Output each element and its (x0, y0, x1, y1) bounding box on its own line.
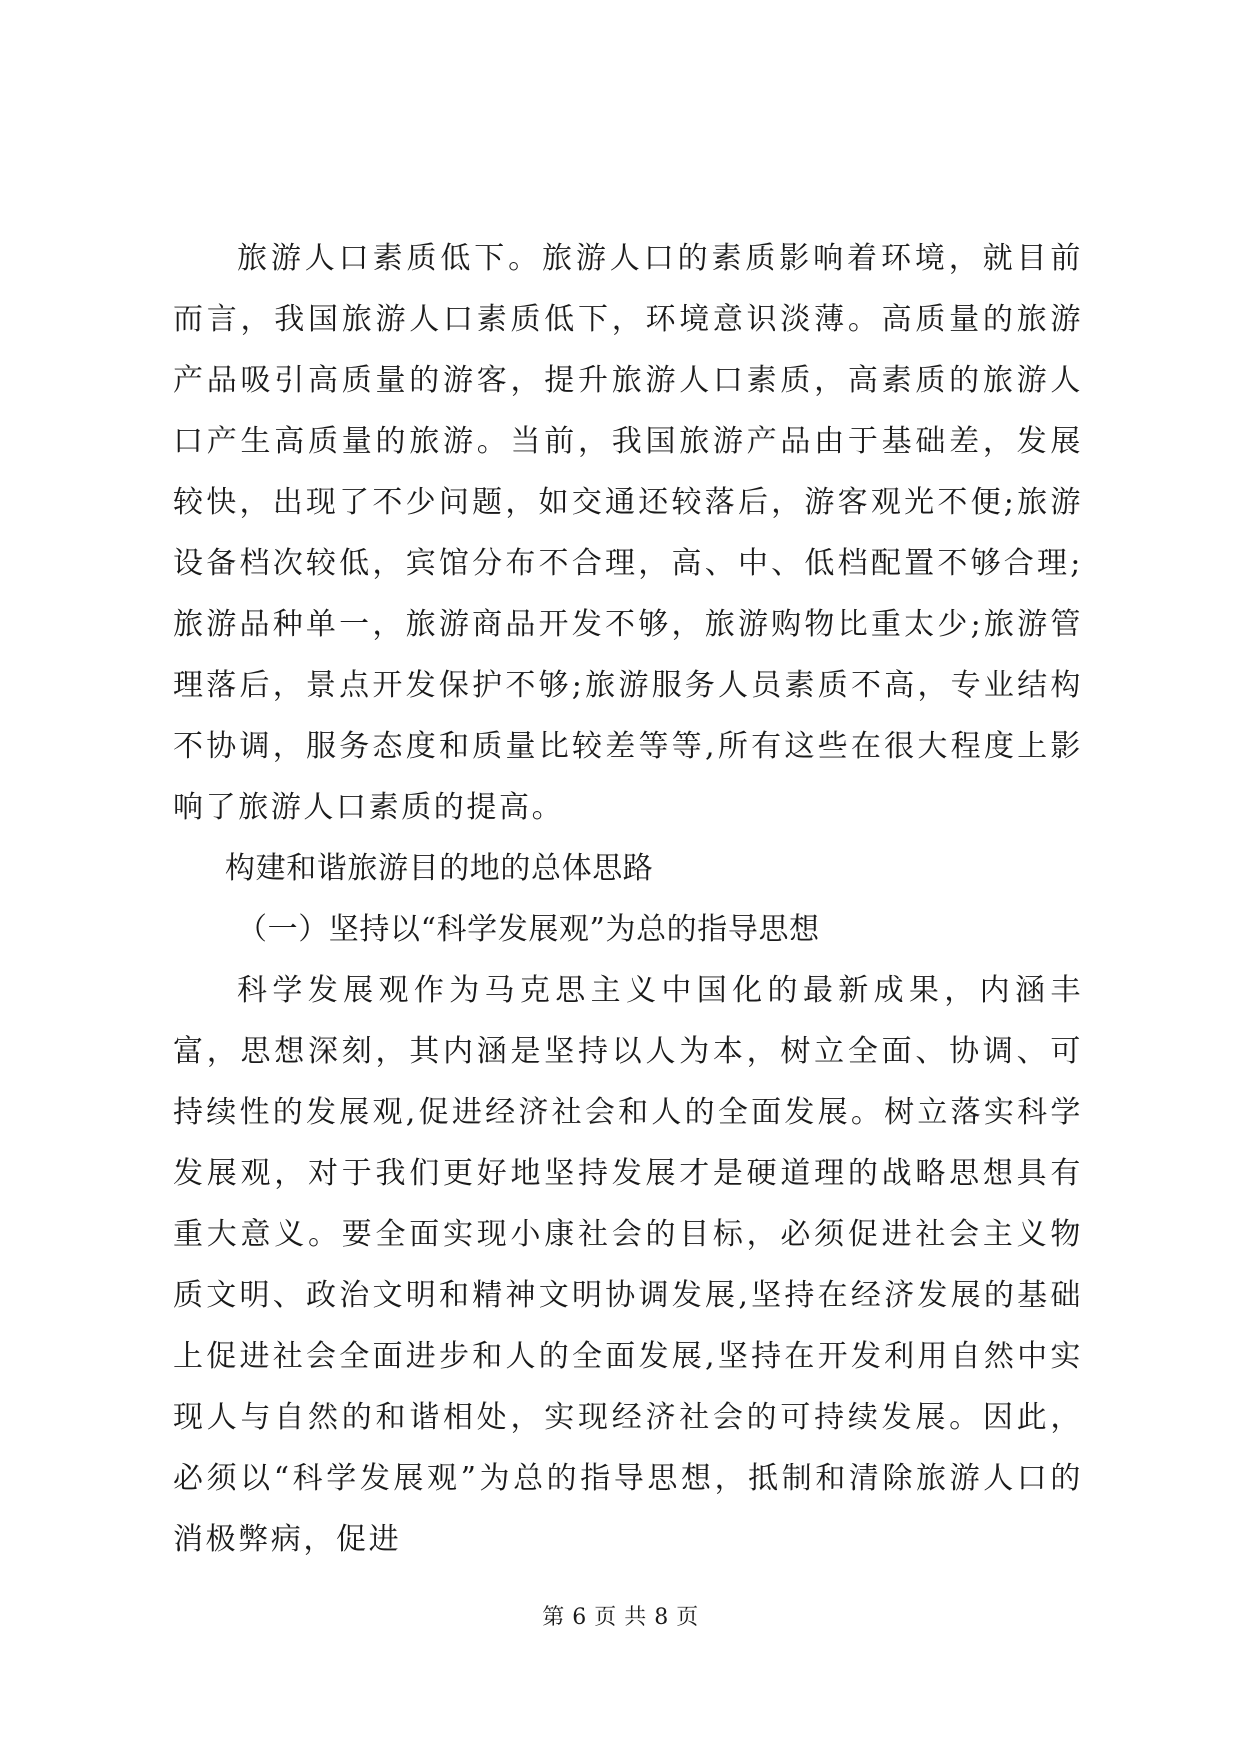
page-number-footer: 第 6 页 共 8 页 (542, 1605, 699, 1630)
section-heading: 构建和谐旅游目的地的总体思路 (225, 851, 654, 886)
body-paragraph: 科学发展观作为马克思主义中国化的最新成果，内涵丰富，思想深刻，其内涵是坚持以人为本，树立全面、协调、可持续性的发展观,促进经济社会和人的全面发展。树立落实科学发展观，对于我们更好地坚持发展才是硬道理的战略思想具有重大意义。要全面实现小康社会的目标，必须促进社会主义物质文明、政治文明和精神文明协调发展,坚持在经济发展的基础上促进社会全面进步和人的全面发展,坚持在开发利用自然中实现人与自然的和谐相处，实现经济社会的可持续发展。因此，必须以“科学发展观”为总的指导思想，抵制和清除旅游人口的消极弊病，促进 (173, 973, 1083, 1557)
body-paragraph: 旅游人口素质低下。旅游人口的素质影响着环境，就目前而言，我国旅游人口素质低下，环境意识淡薄。高质量的旅游产品吸引高质量的游客，提升旅游人口素质，高素质的旅游人口产生高质量的旅游。当前，我国旅游产品由于基础差，发展较快，出现了不少问题，如交通还较落后，游客观光不便;旅游设备档次较低，宾馆分布不合理，高、中、低档配置不够合理;旅游品种单一，旅游商品开发不够，旅游购物比重太少;旅游管理落后，景点开发保护不够;旅游服务人员素质不高，专业结构不协调，服务态度和质量比较差等等,所有这些在很大程度上影响了旅游人口素质的提高。 (173, 241, 1083, 825)
subsection-heading: （一）坚持以“科学发展观”为总的指导思想 (237, 912, 820, 947)
document-body (173, 228, 1083, 1570)
